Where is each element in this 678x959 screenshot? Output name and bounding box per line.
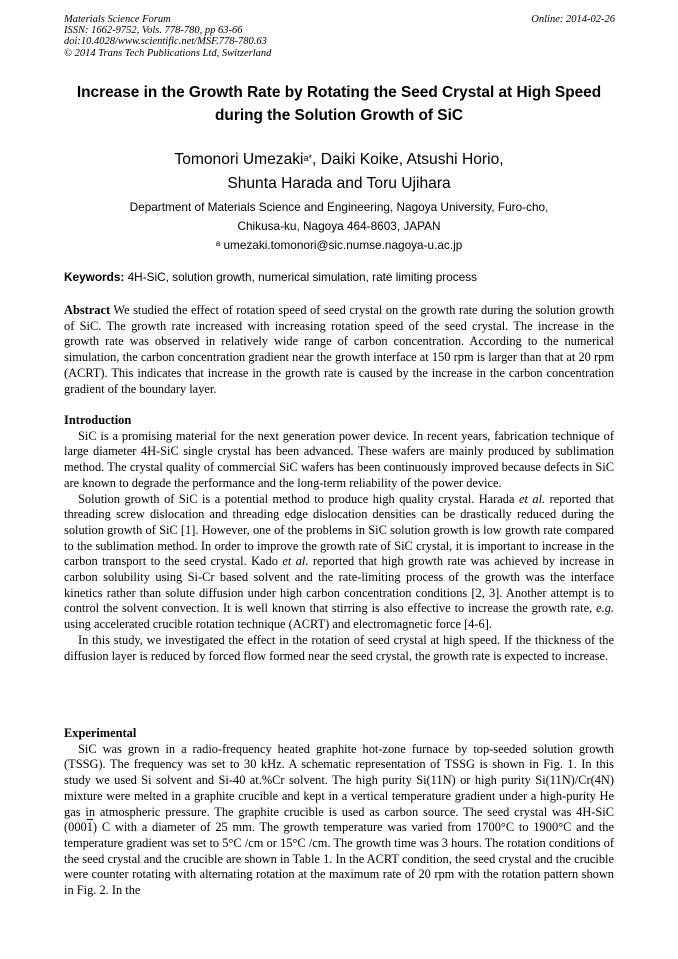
abstract (64, 303, 614, 397)
author-line-1 (50, 148, 628, 172)
keywords-label: Keywords: (64, 270, 125, 284)
title-line-1: Increase in the Growth Rate by Rotating the Seed Crystal at High Speed (76, 84, 602, 101)
journal-header (64, 14, 271, 59)
introduction-paragraph-3: In this study, we investigated the effect in the rotation of seed crystal at high speed. If the thickness of the diffusion layer is reduced by forced flow formed near the seed crystal, the growth rate is expected to increase. (64, 632, 614, 663)
issn: ISSN: 1662-9752, Vols. 778-780, pp 63-66 (64, 25, 243, 37)
email-superscript: a (215, 239, 221, 249)
journal-name: Materials Science Forum (64, 14, 171, 25)
abstract-text: We studied the effect of rotation speed of seed crystal on the growth rate during the solution growth of SiC. The growth rate increased with increasing rotation speed of the seed crystal. The increase in the growth rate was observed in relatively wide range of carbon concentration. According to the numerical simulation, the carbon concentration gradient near the growth interface at 150 rpm is larger than that at 20 rpm (ACRT). This indicates that increase in the growth rate is caused by the increase in the carbon concentration gradient of the boundary layer. (64, 303, 615, 396)
author-name: Tomonori Umezaki (174, 151, 304, 168)
introduction-paragraph-1: SiC is a promising material for the next generation power device. In recent years, fabrication technique of large diameter 4H-SiC single crystal has been advanced. These wafers are mainly produced by sublimation method. The crystal quality of commercial SiC wafers has been continuously improved because defects in SiC are known to degrade the performance and the long-term reliability of the power device. (64, 428, 614, 490)
author-line-2: Shunta Harada and Toru Ujihara (227, 175, 451, 192)
introduction-paragraph-2: Solution growth of SiC is a potential method to produce high quality crystal. Harada et al. reported that threading screw dislocation and threading edge dislocation densities can be drastically reduced during the solution growth of SiC [1]. However, one of the problems in SiC solution growth is low growth rate compared to the sublimation method. In order to improve the growth rate of SiC crystal, it is important to increase in the carbon transport to the seed crystal. Kado et al. reported that high growth rate was achieved by increase in carbon solubility using Si-Cr based solvent and the rate-limiting process of the growth was the interface kinetics rather than solute diffusion under high carbon concentration conditions [2, 3]. Another attempt is to control the solvent convection. It is well known that stirring is also effective to increase the growth rate, e.g. using accelerated crucible rotation technique (ACRT) and electromagnetic force [4-6]. (64, 491, 614, 632)
online-date: Online: 2014-02-26 (531, 14, 615, 25)
author-list (50, 148, 628, 196)
doi: doi:10.4028/www.scientific.net/MSF.778-780.63 (64, 36, 267, 48)
author-names: , Daiki Koike, Atsushi Horio, (312, 151, 504, 168)
abstract-label: Abstract (64, 303, 111, 317)
experimental-section (64, 726, 614, 899)
affiliation-line-2: Chikusa-ku, Nagoya 464-8603, JAPAN (237, 219, 441, 234)
affiliation (50, 198, 628, 256)
keywords-text: 4H-SiC, solution growth, numerical simulation, rate limiting process (127, 270, 478, 284)
keywords (64, 270, 620, 284)
copyright: © 2014 Trans Tech Publications Ltd, Switzerland (64, 47, 272, 59)
email-line (50, 236, 628, 255)
experimental-heading: Experimental (64, 726, 137, 740)
introduction-heading: Introduction (64, 413, 132, 427)
author-superscript: a* (303, 153, 313, 163)
experimental-paragraph-1: SiC was grown in a radio-frequency heated graphite hot-zone furnace by top-seeded solution growth (TSSG). The frequency was set to 30 kHz. A schematic representation of TSSG is shown in Fig. 1. In this study we used Si solvent and Si-40 at.%Cr solvent. The high purity Si(11N) or high purity Si(11N)/Cr(4N) mixture were melted in a graphite crucible and kept in a vertical temperature gradient under a high-purity He gas in atmospheric pressure. The graphite crucible is used as carbon source. The seed crystal was 4H-SiC (0001) C with a diameter of 25 mm. The growth temperature was varied from 1700°C to 1900°C and the temperature gradient was set to 5°C /cm or 15°C /cm. The growth time was 3 hours. The rotation conditions of the seed crystal and the crucible are shown in Table 1. In the ACRT condition, the seed crystal and the crucible were counter rotating with alternating rotation at the maximum rate of 20 rpm with the rotation pattern shown in Fig. 2. In the (64, 741, 614, 898)
title-line-2: during the Solution Growth of SiC (215, 106, 463, 124)
paper-title (50, 82, 628, 127)
introduction-section (64, 413, 614, 664)
affiliation-line-1: Department of Materials Science and Engineering, Nagoya University, Furo-cho, (129, 200, 549, 214)
email-address: umezaki.tomonori@sic.numse.nagoya-u.ac.jp (223, 238, 463, 253)
